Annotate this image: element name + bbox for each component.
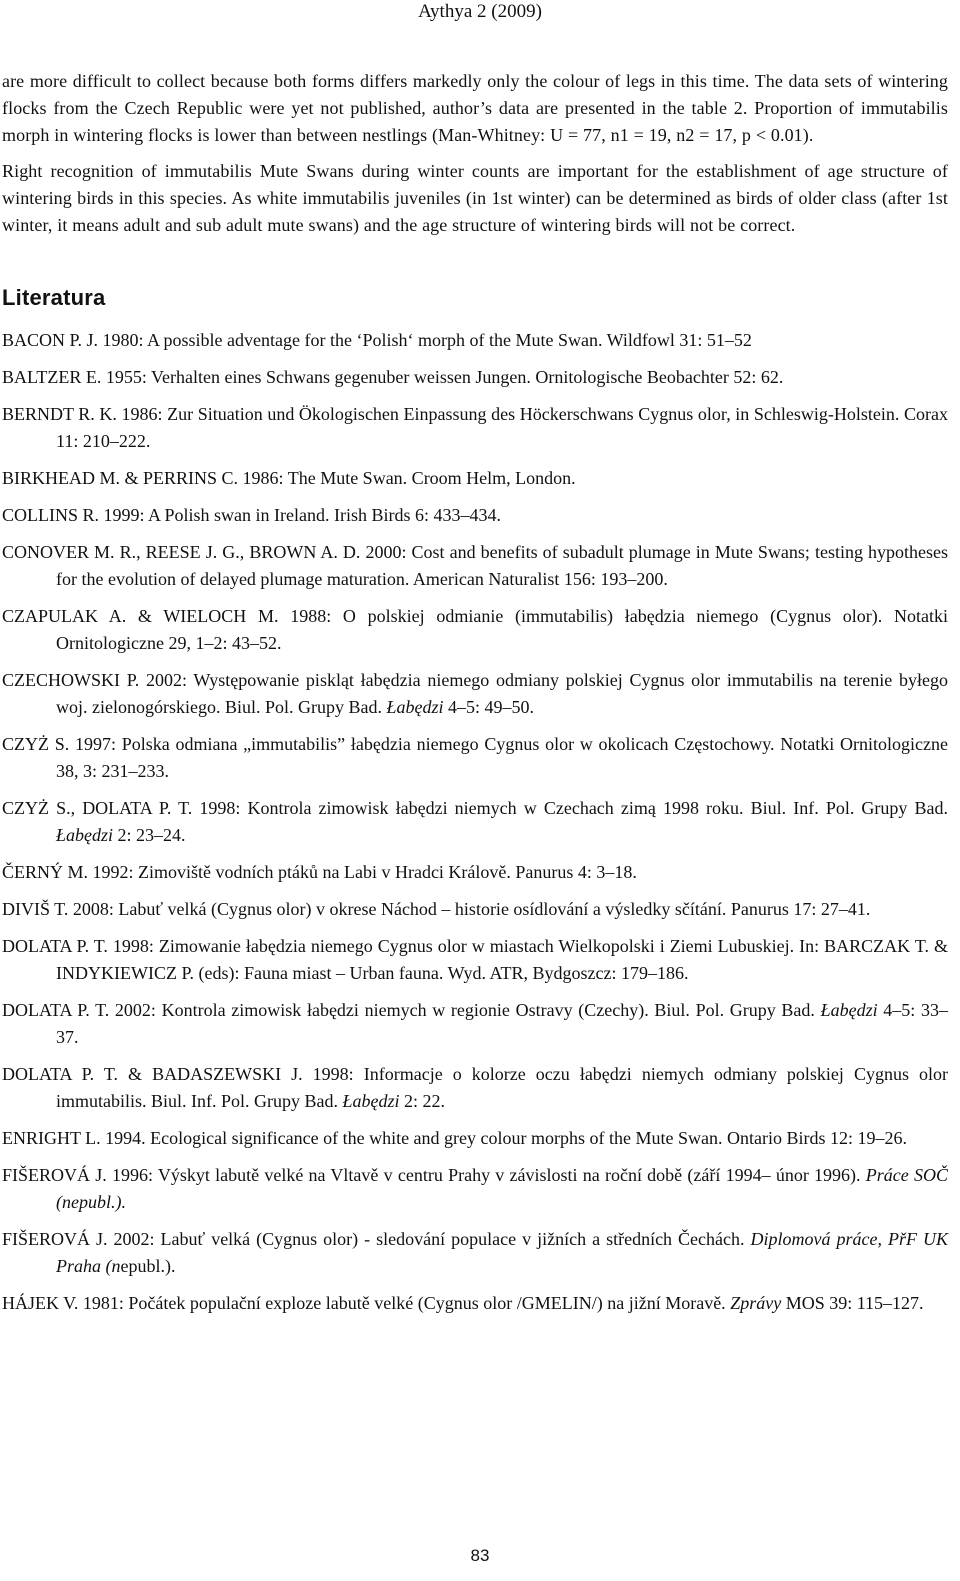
- reference-list: [2, 327, 948, 1317]
- reference-tail: epubl.).: [120, 1256, 176, 1276]
- reference-text: CZAPULAK A. & WIELOCH M. 1988: O polskiej odmianie (immutabilis) łabędzia niemego (Cygnus olor). Notatki Ornitologiczne 29, 1–2: 43–52.: [2, 606, 948, 653]
- reference-text: CZYŻ S. 1997: Polska odmiana „immutabilis” łabędzia niemego Cygnus olor w okolicach Częstochowy. Notatki Ornitologiczne 38, 3: 231–233.: [2, 734, 948, 781]
- reference-text: BALTZER E. 1955: Verhalten eines Schwans gegenuber weissen Jungen. Ornitologische Beobachter 52: 62.: [2, 367, 784, 387]
- reference-italic: Łabędzi: [342, 1091, 400, 1111]
- reference-tail: 4–5: 49–50.: [443, 697, 535, 717]
- reference-item: [2, 1162, 948, 1216]
- reference-tail: 2: 23–24.: [113, 825, 186, 845]
- reference-text: ČERNÝ M. 1992: Zimoviště vodních ptáků na Labi v Hradci Králově. Panurus 4: 3–18.: [2, 862, 637, 882]
- reference-text: FIŠEROVÁ J. 1996: Výskyt labutě velké na Vltavě v centru Prahy v závislosti na roční době (září 1994– únor 1996).: [2, 1165, 866, 1185]
- reference-text: BIRKHEAD M. & PERRINS C. 1986: The Mute Swan. Croom Helm, London.: [2, 468, 576, 488]
- section-heading-literatura: Literatura: [2, 285, 106, 310]
- reference-item: [2, 465, 948, 492]
- reference-italic: Łabędzi: [386, 697, 444, 717]
- reference-italic: Diplomová práce, PřF UK Praha (n: [56, 1229, 949, 1276]
- reference-item: [2, 364, 948, 391]
- running-header: Aythya 2 (2009): [418, 1, 542, 22]
- body-paragraph: Right recognition of immutabilis Mute Swans during winter counts are important for the establishment of age structure of wintering birds in this species. As white immutabilis juveniles (in 1st winter) can be determined as birds of older class (after 1st winter, it means adult and sub adult mute swans) and the age structure of wintering birds will not be correct.: [2, 161, 948, 235]
- reference-tail: 2: 22.: [399, 1091, 446, 1111]
- reference-item: [2, 502, 948, 529]
- reference-text: DOLATA P. T. & BADASZEWSKI J. 1998: Informacje o kolorze oczu łabędzi niemych odmiany polskiej Cygnus olor immutabilis. Biul. Inf. Pol. Grupy Bad.: [2, 1064, 948, 1111]
- page-content: [2, 68, 948, 1327]
- reference-text: DOLATA P. T. 1998: Zimowanie łabędzia niemego Cygnus olor w miastach Wielkopolski i Ziemi Lubuskiej. In: BARCZAK T. & INDYKIEWICZ P. (eds): Fauna miast – Urban fauna. Wyd. ATR, Bydgoszcz: 179–186.: [2, 936, 948, 983]
- reference-text: ENRIGHT L. 1994. Ecological significance of the white and grey colour morphs of the Mute Swan. Ontario Birds 12: 19–26.: [2, 1128, 907, 1148]
- reference-item: [2, 731, 948, 785]
- reference-item: [2, 1226, 948, 1280]
- reference-italic: Łabędzi: [820, 1000, 878, 1020]
- reference-item: [2, 401, 948, 455]
- reference-text: FIŠEROVÁ J. 2002: Labuť velká (Cygnus olor) - sledování populace v jižních a středních Čechách.: [2, 1229, 751, 1249]
- reference-item: [2, 667, 948, 721]
- reference-item: [2, 997, 948, 1051]
- reference-italic: Łabędzi: [56, 825, 114, 845]
- reference-text: HÁJEK V. 1981: Počátek populační exploze labutě velké (Cygnus olor /GMELIN/) na jižní Moravě.: [2, 1293, 731, 1313]
- reference-item: [2, 933, 948, 987]
- reference-item: [2, 603, 948, 657]
- reference-italic: Práce SOČ (nepubl.).: [56, 1165, 948, 1212]
- reference-text: BACON P. J. 1980: A possible adventage for the ‘Polish‘ morph of the Mute Swan. Wildfowl 31: 51–52: [2, 330, 752, 350]
- body-paragraph: are more difficult to collect because both forms differs markedly only the colour of legs in this time. The data sets of wintering flocks from the Czech Republic were yet not published, author’s data are presented in the table 2. Proportion of immutabilis morph in wintering flocks is lower than between nestlings (Man-Whitney: U = 77, n1 = 19, n2 = 17, p < 0.01).: [2, 71, 948, 145]
- reference-item: [2, 1061, 948, 1115]
- reference-text: DOLATA P. T. 2002: Kontrola zimowisk łabędzi niemych w regionie Ostravy (Czechy). Biul. Pol. Grupy Bad.: [2, 1000, 821, 1020]
- reference-text: COLLINS R. 1999: A Polish swan in Ireland. Irish Birds 6: 433–434.: [2, 505, 501, 525]
- reference-text: CONOVER M. R., REESE J. G., BROWN A. D. 2000: Cost and benefits of subadult plumage in Mute Swans; testing hypotheses for the evolution of delayed plumage maturation. American Naturalist 156: 193–200.: [2, 542, 948, 589]
- reference-item: [2, 859, 948, 886]
- reference-text: BERNDT R. K. 1986: Zur Situation und Ökologischen Einpassung des Höckerschwans Cygnus olor, in Schleswig-Holstein. Corax 11: 210–222.: [2, 404, 948, 451]
- reference-text: DIVIŠ T. 2008: Labuť velká (Cygnus olor) v okrese Náchod – historie osídlování a výsledky sčítání. Panurus 17: 27–41.: [2, 899, 871, 919]
- reference-text: CZECHOWSKI P. 2002: Występowanie piskląt łabędzia niemego odmiany polskiej Cygnus olor immutabilis na terenie byłego woj. zielonogórskiego. Biul. Pol. Grupy Bad.: [2, 670, 948, 717]
- reference-italic: Zprávy: [730, 1293, 782, 1313]
- reference-item: [2, 896, 948, 923]
- page-number: 83: [470, 1546, 490, 1565]
- reference-tail: MOS 39: 115–127.: [781, 1293, 924, 1313]
- reference-tail: 4–5: 33–37.: [56, 1000, 948, 1047]
- reference-item: [2, 795, 948, 849]
- reference-text: CZYŻ S., DOLATA P. T. 1998: Kontrola zimowisk łabędzi niemych w Czechach zimą 1998 roku. Biul. Inf. Pol. Grupy Bad.: [2, 798, 948, 818]
- reference-item: [2, 327, 948, 354]
- reference-item: [2, 1290, 948, 1317]
- reference-item: [2, 539, 948, 593]
- reference-item: [2, 1125, 948, 1152]
